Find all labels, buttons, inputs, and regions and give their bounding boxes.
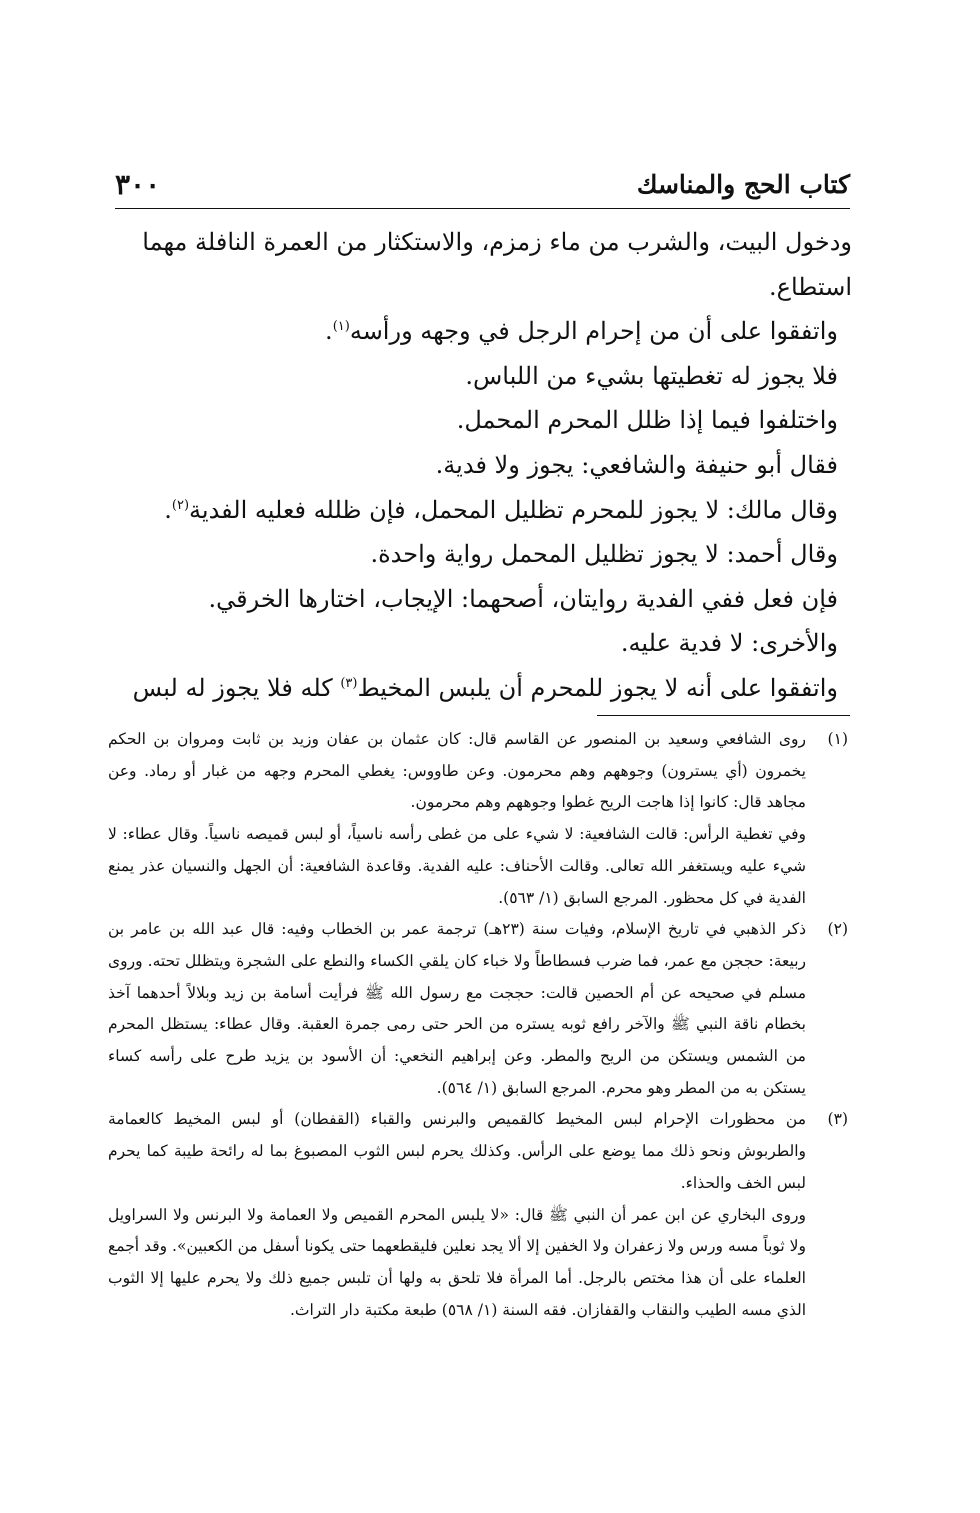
footnote-paragraph: روى الشافعي وسعيد بن المنصور عن القاسم قال: كان عثمان بن عفان وزيد بن ثابت ومروان بن الحكم يخمرون (أي يسترون) وجوههم وهم محرمون. وعن طاووس: يغطي المحرم وجهه من غبار أو رماد. وعن مجاهد قال: كانوا إذا هاجت الريح غطوا وجوههم وهم محرمون.	[108, 730, 806, 812]
footnote-ref[interactable]: (١)	[332, 319, 350, 335]
book-title: كتاب الحج والمناسك	[636, 170, 850, 199]
footnote-3	[108, 1104, 848, 1326]
footnote-number: (٢)	[827, 920, 848, 939]
main-paragraph: والأخرى: لا فدية عليه.	[620, 629, 838, 658]
main-paragraph: واتفقوا على أن من إحرام الرجل في وجهه ورأسه$^{(١)}$.	[325, 317, 838, 346]
footnote-paragraph: من محظورات الإحرام لبس المخيط كالقميص والبرنس والقباء (القفطان) أو لبس المخيط كالعمامة والطربوش ونحو ذلك مما يوضع على الرأس. وكذلك يحرم لبس الثوب المصبوغ بما له رائحة طيبة كما يحرم لبس الخف والحذاء.	[108, 1110, 806, 1192]
footnote-number: (٣)	[827, 1110, 848, 1129]
footnotes	[108, 724, 848, 1326]
footnote-number: (١)	[827, 730, 848, 748]
page-number: ٣٠٠	[115, 168, 161, 201]
running-header	[115, 168, 850, 209]
main-paragraph: فلا يجوز له تغطيتها بشيء من اللباس.	[465, 361, 838, 390]
main-paragraph: واتفقوا على أنه لا يجوز للمحرم أن يلبس المخيط$^{(٣)}$ كله فلا يجوز له لبس	[132, 673, 838, 702]
footnote-paragraph: وفي تغطية الرأس: قالت الشافعية: لا شيء على من غطى رأسه ناسياً، أو لبس قميصه ناسياً. وقال عطاء: لا شيء عليه ويستغفر الله تعالى. وقالت الأحناف: عليه الفدية. وقاعدة الشافعية: أن الجهل والنسيان عذر يمنع الفدية في كل محظور. المرجع السابق (١/ ٥٦٣).	[108, 825, 806, 907]
main-paragraph: فقال أبو حنيفة والشافعي: يجوز ولا فدية.	[435, 450, 838, 479]
main-text	[110, 220, 852, 711]
footnote-paragraph: ذكر الذهبي في تاريخ الإسلام، وفيات سنة (٢٣هـ) ترجمة عمر بن الخطاب وفيه: قال عبد الله بن عامر بن ربيعة: حججن مع عمر، فما ضرب فسطاطاً ولا خباء كان يلقي الكساء والنطع على الشجرة ويتظلل تحته. وروى مسلم في صحيحه عن أم الحصين قالت: حججت مع رسول الله ﷺ فرأيت أسامة بن زيد وبلالاً أحدهما آخذ بخطام ناقة النبي ﷺ والآخر رافع ثوبه يستره من الحر حتى رمى جمرة العقبة. وقال عطاء: يستظل المحرم من الشمس ويستكن من الريح والمطر. وعن إبراهيم النخعي: أن الأسود بن يزيد طرح على رأسه كساء يستكن به من المطر وهو محرم. المرجع السابق (١/ ٥٦٤).	[108, 920, 806, 1097]
main-paragraph: وقال أحمد: لا يجوز تظليل المحمل رواية واحدة.	[370, 540, 838, 569]
main-paragraph: وقال مالك: لا يجوز للمحرم تظليل المحمل، فإن ظلله فعليه الفدية$^{(٢)}$.	[164, 495, 838, 524]
footnote-1	[108, 724, 848, 914]
footnote-divider	[597, 715, 850, 716]
footnote-paragraph: وروى البخاري عن ابن عمر أن النبي ﷺ قال: «لا يلبس المحرم القميص ولا العمامة ولا البرنس ولا السراويل ولا ثوباً مسه ورس ولا زعفران ولا الخفين إلا ألا يجد نعلين فليقطعهما حتى يكونا أسفل من الكعبين». وقد أجمع العلماء على أن هذا مختص بالرجل. أما المرأة فلا تلحق به ولها أن تلبس جميع ذلك ولا يحرم عليها إلا الثوب الذي مسه الطيب والنقاب والقفازان. فقه السنة (١/ ٥٦٨) طبعة مكتبة دار التراث.	[108, 1205, 806, 1319]
main-paragraph: ودخول البيت، والشرب من ماء زمزم، والاستكثار من العمرة النافلة مهما استطاع.	[142, 228, 852, 301]
footnote-ref[interactable]: (٢)	[171, 497, 190, 513]
main-paragraph: فإن فعل ففي الفدية روايتان، أصحهما: الإيجاب، اختارها الخرقي.	[208, 584, 838, 613]
footnote-ref[interactable]: (٣)	[340, 675, 358, 691]
main-paragraph: واختلفوا فيما إذا ظلل المحرم المحمل.	[456, 406, 838, 435]
footnote-2	[108, 914, 848, 1104]
